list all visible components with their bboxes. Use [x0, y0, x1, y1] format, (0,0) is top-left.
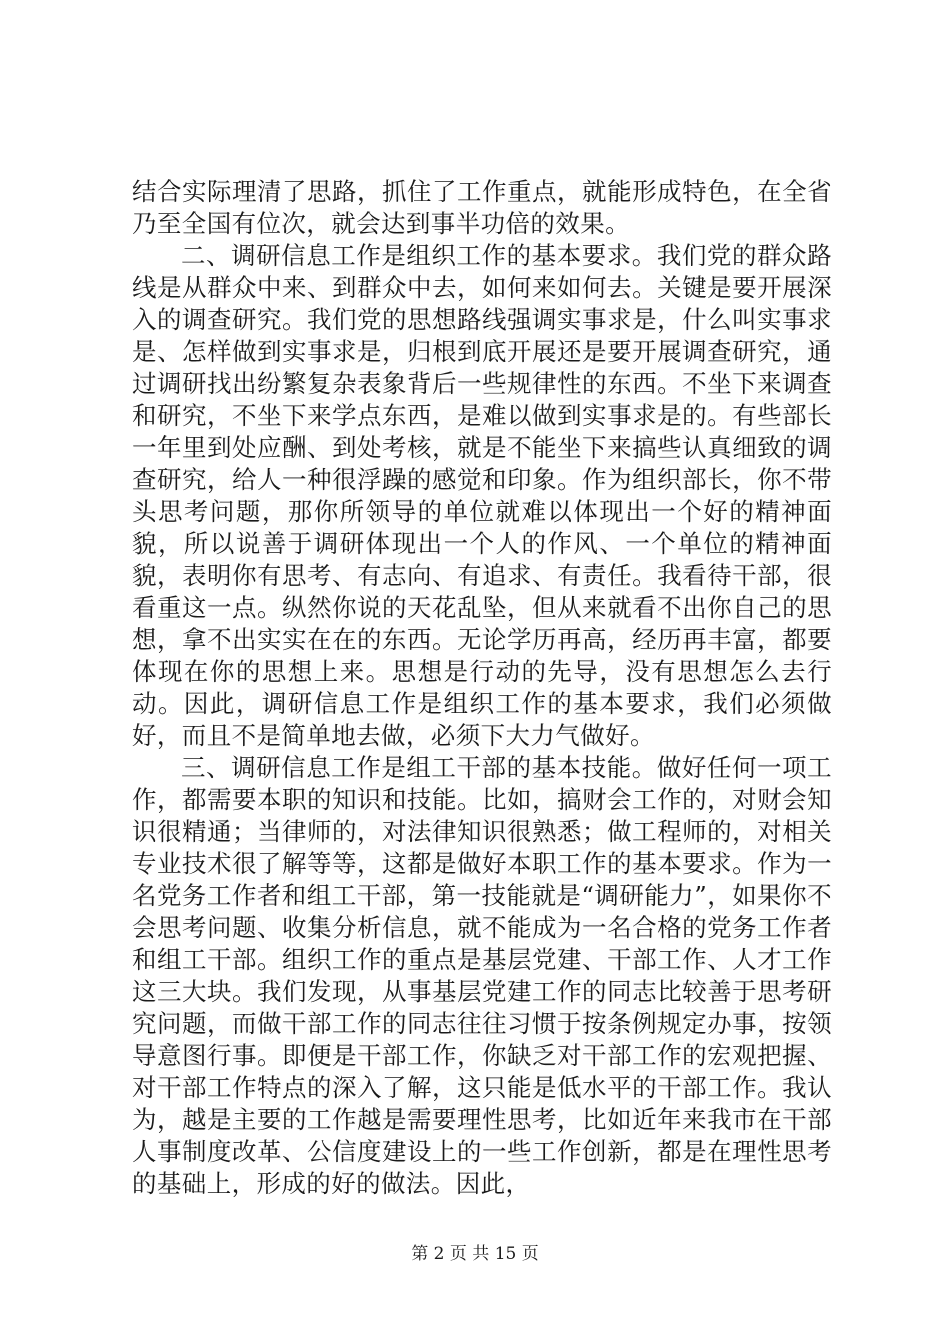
page-number-label: 第 2 页 共 15 页	[411, 1244, 539, 1264]
paragraph-2: 二、调研信息工作是组织工作的基本要求。我们党的群众路线是从群众中来、到群众中去，如何来如何去。关键是要开展深入的调查研究。我们党的思想路线强调实事求是，什么叫实事求是、怎样做到实事求是，归根到底开展还是要开展调查研究，通过调研找出纷繁复杂表象背后一些规律性的东西。不坐下来调查和研究，不坐下来学点东西，是难以做到实事求是的。有些部长一年里到处应酬、到处考核，就是不能坐下来搞些认真细致的调查研究，给人一种很浮躁的感觉和印象。作为组织部长，你不带头思考问题，那你所领导的单位就难以体现出一个好的精神面貌，所以说善于调研体现出一个人的作风、一个单位的精神面貌，表明你有思考、有志向、有追求、有责任。我看待干部，很看重这一点。纵然你说的天花乱坠，但从来就看不出你自己的思想，拿不出实实在在的东西。无论学历再高，经历再丰富，都要体现在你的思想上来。思想是行动的先导，没有思想怎么去行动。因此，调研信息工作是组织工作的基本要求，我们必须做好，而且不是简单地去做，必须下大力气做好。	[132, 241, 832, 750]
document-body	[132, 176, 832, 1200]
paragraph-1: 结合实际理清了思路，抓住了工作重点，就能形成特色，在全省乃至全国有位次，就会达到事半功倍的效果。	[132, 177, 832, 238]
paragraph-3: 三、调研信息工作是组工干部的基本技能。做好任何一项工作，都需要本职的知识和技能。比如，搞财会工作的，对财会知识很精通；当律师的，对法律知识很熟悉；做工程师的，对相关专业技术很了解等等，这都是做好本职工作的基本要求。作为一名党务工作者和组工干部，第一技能就是“调研能力”，如果你不会思考问题、收集分析信息，就不能成为一名合格的党务工作者和组工干部。组织工作的重点是基层党建、干部工作、人才工作这三大块。我们发现，从事基层党建工作的同志比较善于思考研究问题，而做干部工作的同志往往习惯于按条例规定办事，按领导意图行事。即便是干部工作，你缺乏对干部工作的宏观把握、对干部工作特点的深入了解，这只能是低水平的干部工作。我认为，越是主要的工作越是需要理性思考，比如近年来我市在干部人事制度改革、公信度建设上的一些工作创新，都是在理性思考的基础上，形成的好的做法。因此，	[132, 753, 832, 1198]
page-footer	[0, 1244, 950, 1264]
